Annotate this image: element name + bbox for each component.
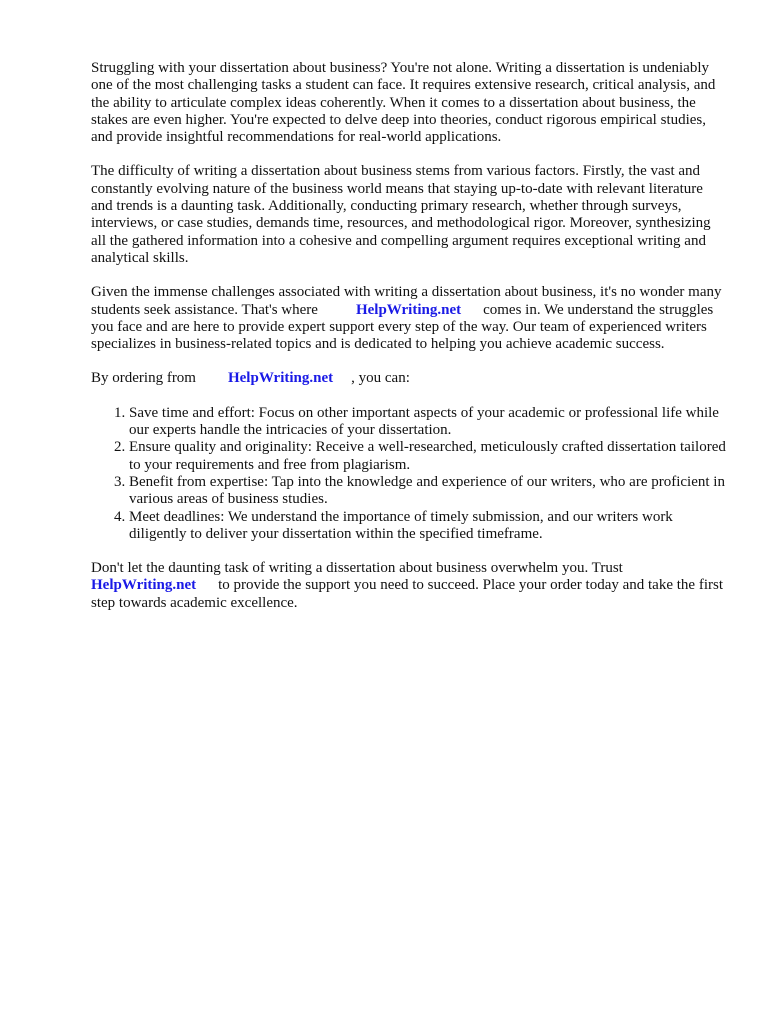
document-page <box>91 60 726 629</box>
ordering-text-after: , you can: <box>351 370 410 387</box>
assistance-paragraph <box>91 284 726 353</box>
difficulty-paragraph: The difficulty of writing a dissertation about business stems from various factors. Firstly, the vast and constantly evolving nature of the business world means that staying up-to-date with relevant literature and trends is a daunting task. Additionally, conducting primary research, whether through surveys, interviews, or case studies, demands time, resources, and methodological rigor. Moreover, synthesizing all the gathered information into a cohesive and compelling argument requires exceptional writing and analytical skills. <box>91 163 711 266</box>
assistance-text-after: comes in. We understand the struggles you face and are here to provide expert support every step of the way. Our team of experienced writers specializes in business-related topics and is dedicated to helping you achieve academic success. <box>91 301 714 353</box>
list-item: 3. Benefit from expertise: Tap into the knowledge and experience of our writers, who are proficient in various areas of business studies. <box>129 474 726 509</box>
helpwriting-link-3[interactable]: HelpWriting.net <box>91 577 197 594</box>
benefits-list <box>91 405 726 543</box>
helpwriting-link-1[interactable]: HelpWriting.net <box>355 301 462 318</box>
closing-text-before: Don't let the daunting task of writing a dissertation about business overwhelm you. Trust <box>91 560 623 577</box>
list-item: 4. Meet deadlines: We understand the importance of timely submission, and our writers work diligently to deliver your dissertation within the specified timeframe. <box>129 509 726 544</box>
list-item: 1. Save time and effort: Focus on other important aspects of your academic or professional life while our experts handle the intricacies of your dissertation. <box>129 405 726 440</box>
ordering-text-before: By ordering from <box>91 370 196 387</box>
closing-text-after: to provide the support you need to succeed. Place your order today and take the first step towards academic excellence. <box>91 577 723 611</box>
helpwriting-link-2[interactable]: HelpWriting.net <box>227 370 334 387</box>
intro-paragraph: Struggling with your dissertation about business? You're not alone. Writing a dissertation is undeniably one of the most challenging tasks a student can face. It requires extensive research, critical analysis, and the ability to articulate complex ideas coherently. When it comes to a dissertation about business, the stakes are even higher. You're expected to delve deep into theories, conduct rigorous empirical studies, and provide insightful recommendations for real-world applications. <box>91 60 716 146</box>
closing-paragraph <box>91 560 726 612</box>
assistance-text-before: Given the immense challenges associated with writing a dissertation about business, it's no wonder many students seek assistance. That's where <box>91 284 722 318</box>
list-item: 2. Ensure quality and originality: Receive a well-researched, meticulously crafted dissertation tailored to your requirements and free from plagiarism. <box>129 439 726 474</box>
ordering-paragraph <box>91 370 726 387</box>
